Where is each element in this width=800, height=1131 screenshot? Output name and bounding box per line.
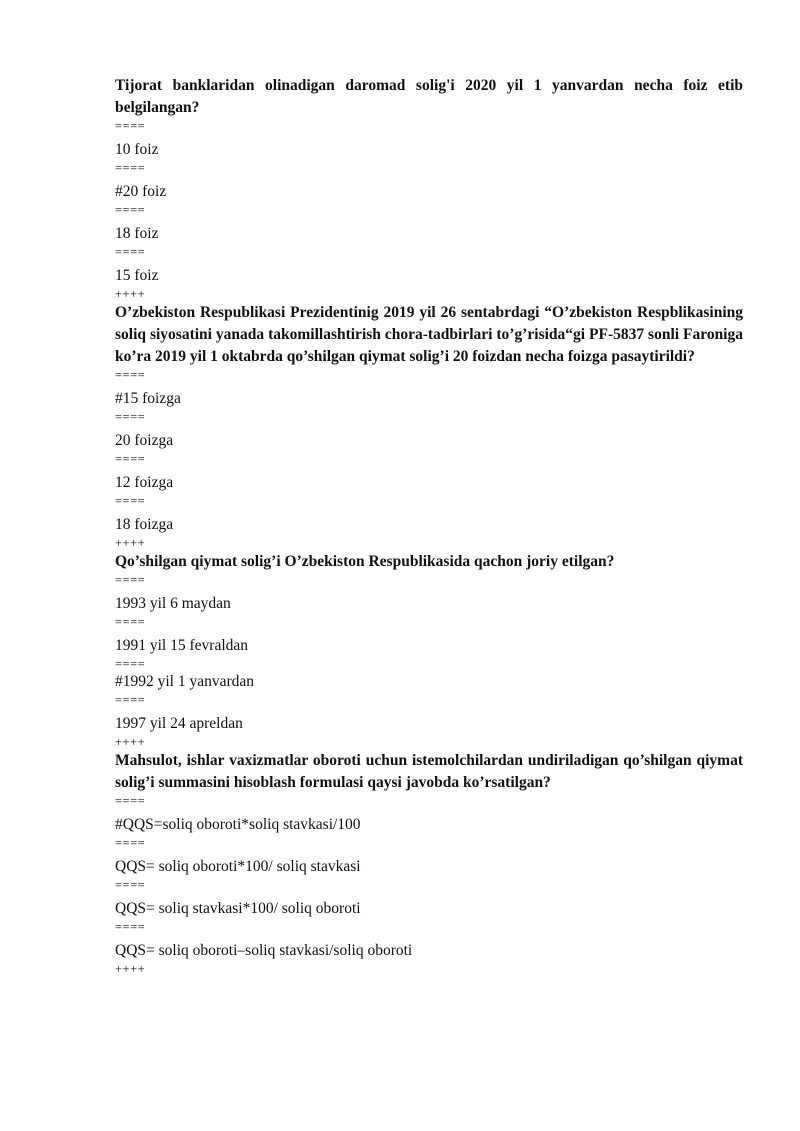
option-separator: ==== xyxy=(115,494,146,508)
option-separator: ==== xyxy=(115,657,146,671)
answer-option: 1993 yil 6 maydan xyxy=(115,595,231,612)
option-separator: ==== xyxy=(115,119,146,133)
answer-option: QQS= soliq oboroti*100/ soliq stavkasi xyxy=(115,858,361,875)
answer-option: 1991 yil 15 fevraldan xyxy=(115,637,249,654)
question-end-marker: ++++ xyxy=(115,536,146,550)
option-separator: ==== xyxy=(115,368,146,382)
option-separator: ==== xyxy=(115,452,146,466)
answer-option: 20 foizga xyxy=(115,432,174,449)
answer-option: 18 foizga xyxy=(115,516,174,533)
question-text: Tijorat banklaridan olinadigan daromad solig'i 2020 yil 1 yanvardan necha foiz etib belgilangan? xyxy=(115,77,743,116)
option-separator: ==== xyxy=(115,573,146,587)
answer-option: #20 foiz xyxy=(115,183,167,200)
option-separator: ==== xyxy=(115,161,146,175)
answer-option: 12 foizga xyxy=(115,474,174,491)
option-separator: ==== xyxy=(115,410,146,424)
option-separator: ==== xyxy=(115,920,146,934)
answer-option: 1997 yil 24 apreldan xyxy=(115,715,243,732)
question-text: O’zbekiston Respublikasi Prezidentinig 2019 yil 26 sentabrdagi “O’zbekiston Respblikasining soliq siyosatini yanada takomillashtirish chora-tadbirlari to’g’risida“gi PF-5837 sonli Faroniga ko’ra 2019 yil 1 oktabrda qo’shilgan qiymat solig’i 20 foizdan necha foizga pasaytirildi? xyxy=(115,304,743,365)
question-end-marker: ++++ xyxy=(115,287,146,301)
option-separator: ==== xyxy=(115,615,146,629)
question-end-marker: ++++ xyxy=(115,735,146,749)
question-text: Qo’shilgan qiymat solig’i O’zbekiston Respublikasida qachon joriy etilgan? xyxy=(115,553,615,570)
option-separator: ==== xyxy=(115,794,146,808)
answer-option: 18 foiz xyxy=(115,225,159,242)
option-separator: ==== xyxy=(115,836,146,850)
question-text: Mahsulot, ishlar vaxizmatlar oboroti uchun istemolchilardan undiriladigan qo’shilgan qiymat solig’i summasini hisoblash formulasi qaysi javobda ko’rsatilgan? xyxy=(115,752,743,791)
question-end-marker: ++++ xyxy=(115,962,146,976)
answer-option: 15 foiz xyxy=(115,267,159,284)
option-separator: ==== xyxy=(115,878,146,892)
answer-option: 10 foiz xyxy=(115,141,159,158)
answer-option: #15 foizga xyxy=(115,390,181,407)
document-page xyxy=(115,74,743,976)
answer-option: #QQS=soliq oboroti*soliq stavkasi/100 xyxy=(115,816,361,833)
option-separator: ==== xyxy=(115,693,146,707)
option-separator: ==== xyxy=(115,245,146,259)
answer-option: #1992 yil 1 yanvardan xyxy=(115,673,255,690)
answer-option: QQS= soliq oboroti–soliq stavkasi/soliq oboroti xyxy=(115,942,413,959)
option-separator: ==== xyxy=(115,203,146,217)
answer-option: QQS= soliq stavkasi*100/ soliq oboroti xyxy=(115,900,361,917)
